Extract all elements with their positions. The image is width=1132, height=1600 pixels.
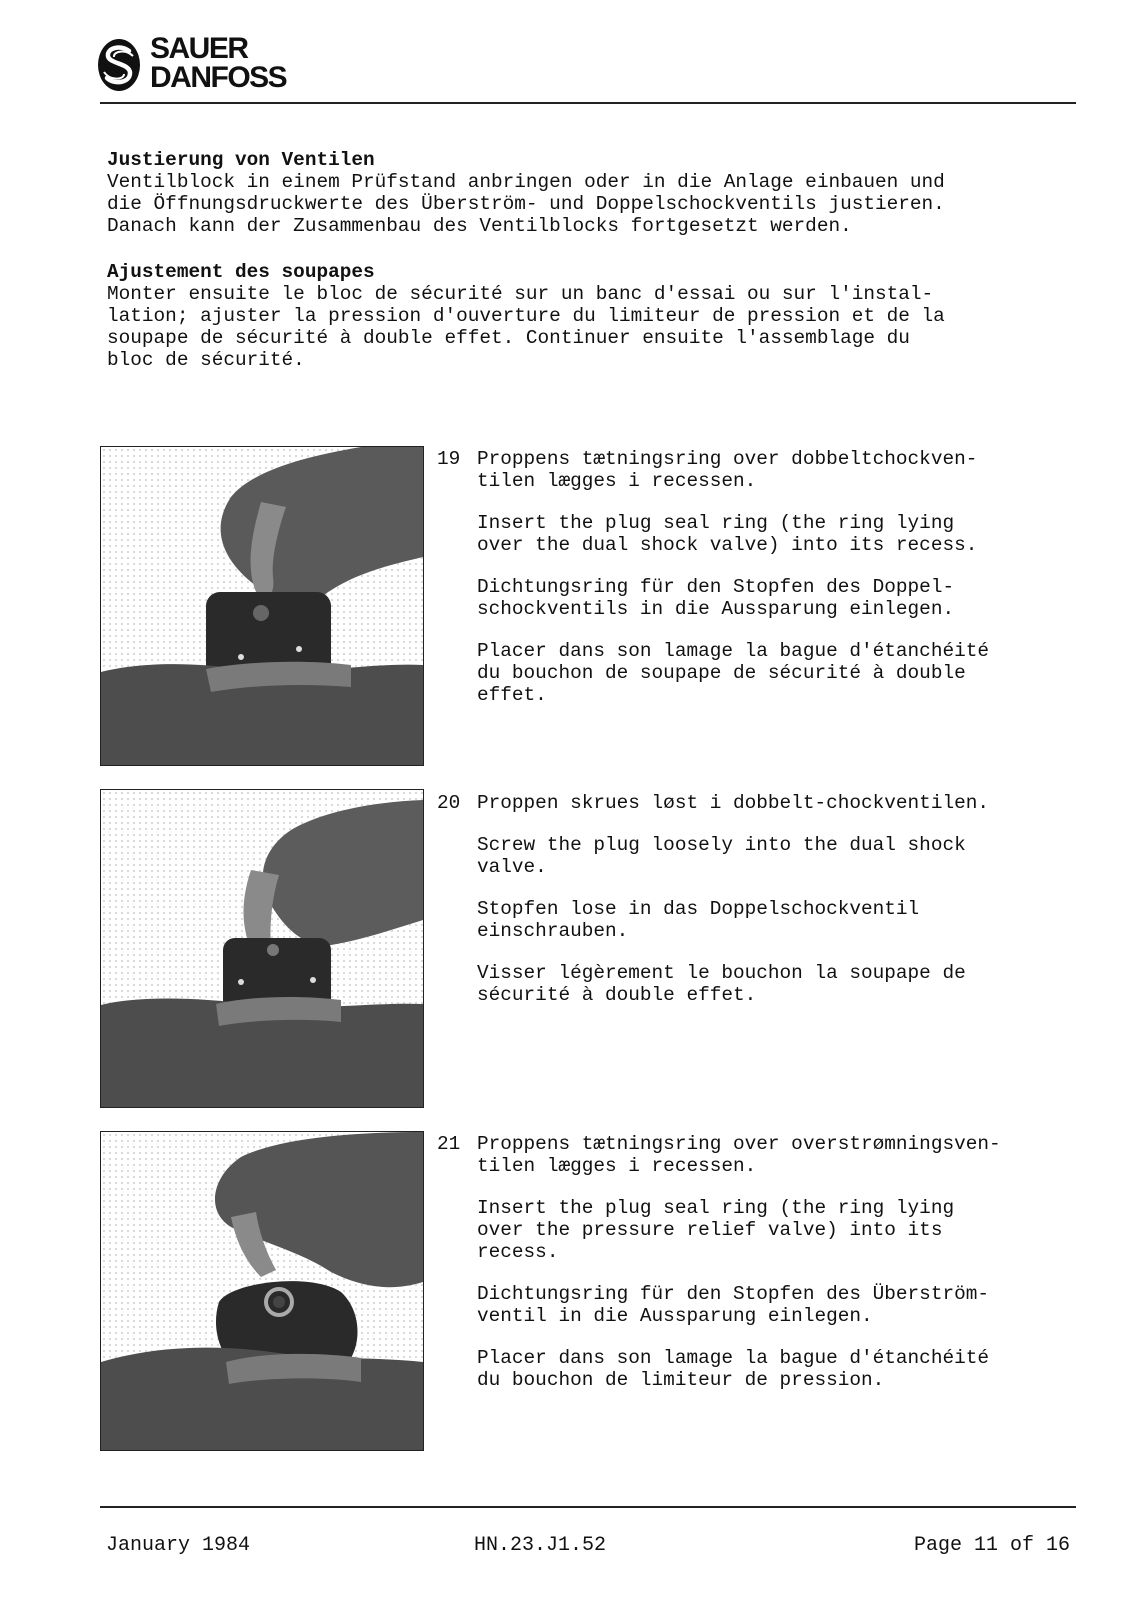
step-text-line: Placer dans son lamage la bague d'étanchéité (477, 640, 989, 662)
step-text-line: effet. (477, 684, 547, 706)
step-text-line: sécurité à double effet. (477, 984, 757, 1006)
step-paragraph-german (477, 576, 1097, 620)
step-text-line: tilen lægges i recessen. (477, 1155, 757, 1177)
footer-date: January 1984 (106, 1534, 251, 1557)
footer-rule (100, 1506, 1076, 1508)
section-text-line: lation; ajuster la pression d'ouverture du limiteur de pression et de la (107, 305, 945, 327)
step-20-photo (100, 789, 424, 1108)
step-paragraph-german (477, 1283, 1097, 1327)
step-number: 19 (437, 448, 461, 470)
step-text-line: du bouchon de limiteur de pression. (477, 1369, 885, 1391)
step-text-line: Proppens tætningsring over overstrømningsven- (477, 1133, 1001, 1155)
step-text-line: du bouchon de soupape de sécurité à double (477, 662, 966, 684)
section-text-line: Monter ensuite le bloc de sécurité sur un banc d'essai ou sur l'instal- (107, 283, 934, 305)
step-text-line: Visser légèrement le bouchon la soupape de (477, 962, 966, 984)
step-paragraph-danish (477, 448, 1097, 492)
section-text-line: die Öffnungsdruckwerte des Überström- und Doppelschockventils justieren. (107, 193, 945, 215)
step-paragraph-french (477, 640, 1097, 706)
section-text-line: Danach kann der Zusammenbau des Ventilblocks fortgesetzt werden. (107, 215, 852, 237)
section-heading: Ajustement des soupapes (107, 261, 375, 283)
section-text-line: Ventilblock in einem Prüfstand anbringen oder in die Anlage einbauen und (107, 171, 945, 193)
step-text-line: Dichtungsring für den Stopfen des Doppel- (477, 576, 955, 598)
step-19-photo (100, 446, 424, 766)
step-paragraph-english (477, 512, 1097, 556)
step-21 (437, 1133, 1097, 1411)
footer-page-number: Page 11 of 16 (914, 1534, 1071, 1557)
step-text-line: Screw the plug loosely into the dual shock (477, 834, 966, 856)
step-paragraph-french (477, 962, 1097, 1006)
step-text-line: Proppen skrues løst i dobbelt-chockventilen. (477, 792, 989, 814)
step-paragraph-english (477, 1197, 1097, 1263)
section-text-line: bloc de sécurité. (107, 349, 305, 371)
step-20 (437, 792, 1097, 1026)
step-paragraph-french (477, 1347, 1097, 1391)
section-heading: Justierung von Ventilen (107, 149, 375, 171)
step-21-photo (100, 1131, 424, 1451)
step-paragraph-danish (477, 1133, 1097, 1177)
step-text-line: einschrauben. (477, 920, 629, 942)
step-text-line: Dichtungsring für den Stopfen des Überström- (477, 1283, 989, 1305)
logo-line-2: DANFOSS (150, 61, 287, 94)
step-text-line: recess. (477, 1241, 559, 1263)
step-text-line: over the pressure relief valve) into its (477, 1219, 943, 1241)
section-text-line: soupape de sécurité à double effet. Continuer ensuite l'assemblage du (107, 327, 910, 349)
step-text-line: valve. (477, 856, 547, 878)
step-text-line: Placer dans son lamage la bague d'étanchéité (477, 1347, 989, 1369)
step-text-line: Stopfen lose in das Doppelschockventil (477, 898, 920, 920)
step-text-line: Proppens tætningsring over dobbeltchockven- (477, 448, 978, 470)
sauer-danfoss-s-logo-icon (96, 36, 142, 94)
step-number: 21 (437, 1133, 461, 1155)
step-19 (437, 448, 1097, 726)
header-rule (100, 102, 1076, 104)
step-text-line: tilen lægges i recessen. (477, 470, 757, 492)
step-text-line: ventil in die Aussparung einlegen. (477, 1305, 873, 1327)
footer-document-code: HN.23.J1.52 (474, 1534, 607, 1557)
step-text-line: Insert the plug seal ring (the ring lying (477, 1197, 955, 1219)
step-number: 20 (437, 792, 461, 814)
step-paragraph-english (477, 834, 1097, 878)
logo-line-1: SAUER (150, 32, 248, 65)
company-logo (96, 34, 316, 98)
step-text-line: Insert the plug seal ring (the ring lying (477, 512, 955, 534)
step-text-line: schockventils in die Aussparung einlegen. (477, 598, 955, 620)
step-paragraph-danish (477, 792, 1097, 814)
step-text-line: over the dual shock valve) into its recess. (477, 534, 978, 556)
section-justierung (107, 149, 1082, 237)
section-ajustement (107, 261, 1082, 371)
step-paragraph-german (477, 898, 1097, 942)
